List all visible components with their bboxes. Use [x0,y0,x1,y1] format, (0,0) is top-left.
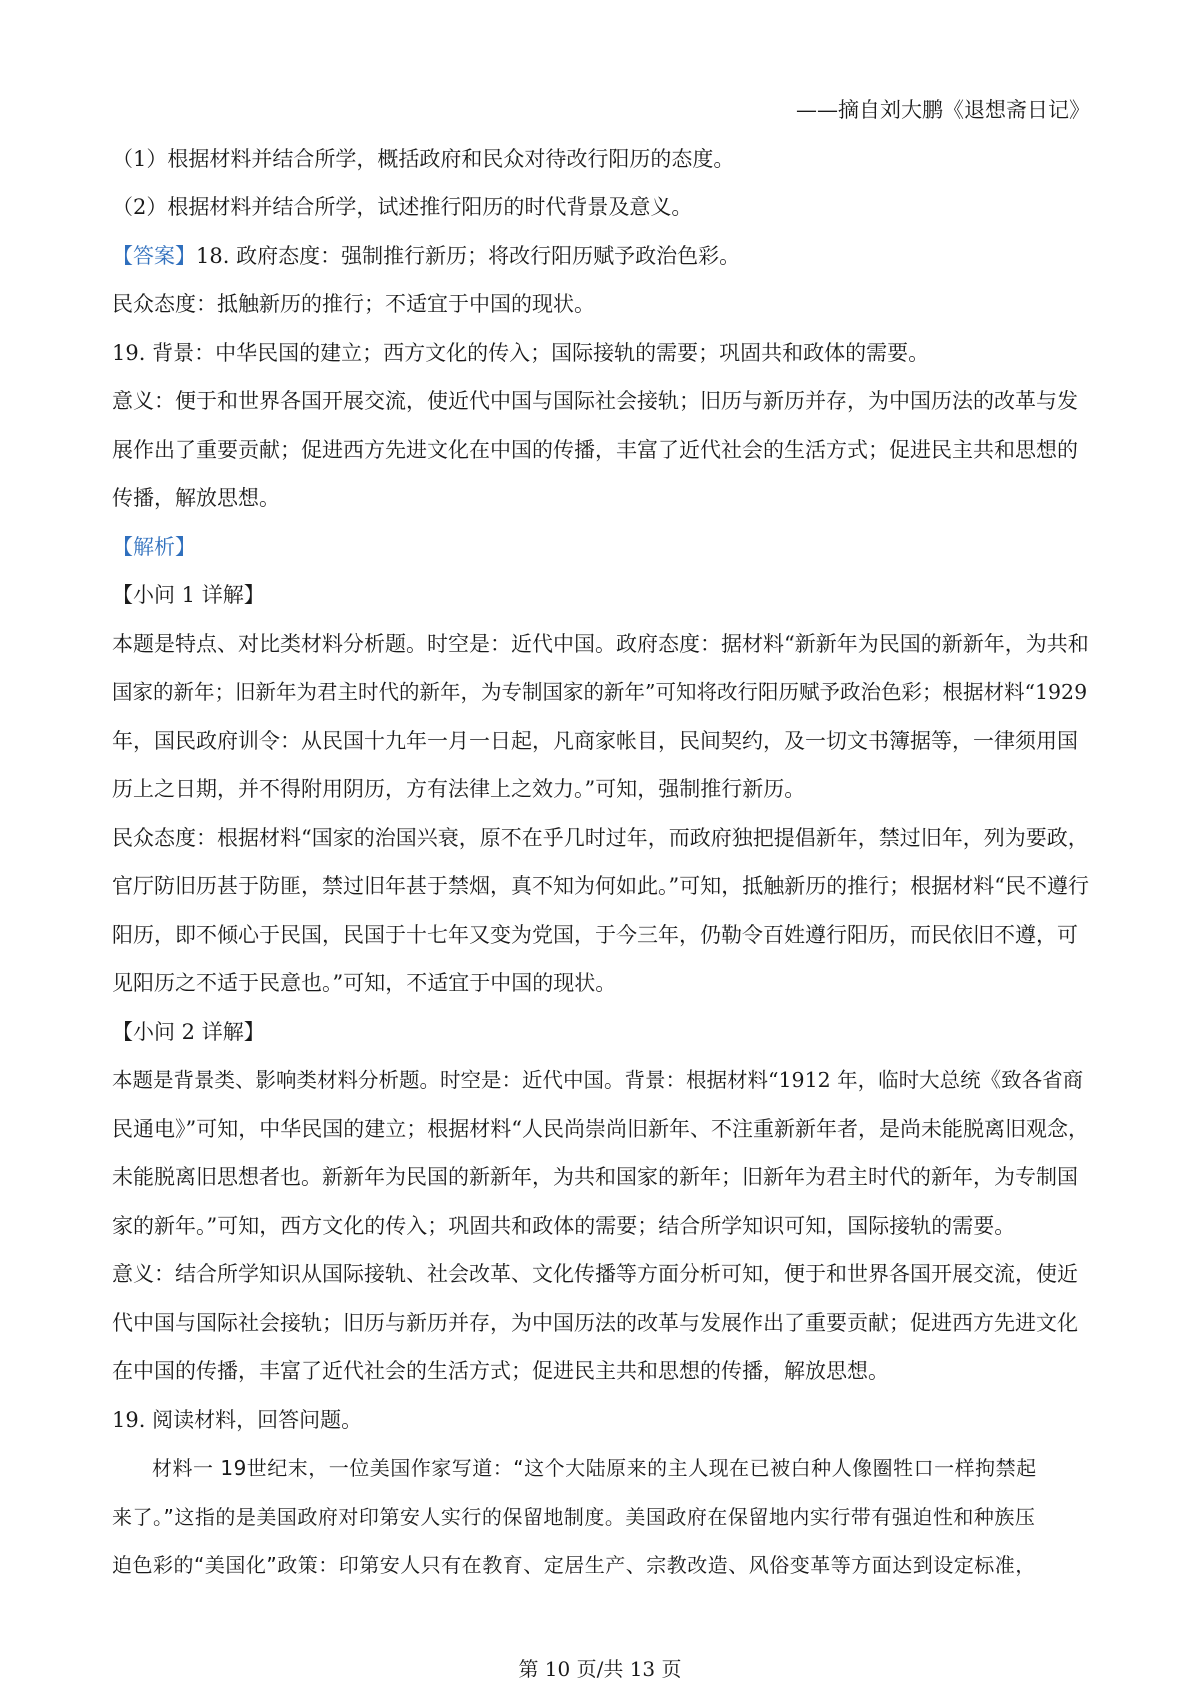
next-question-title: 19. 阅读材料，回答问题。 [112,1407,363,1432]
answer-line-1 [112,232,1090,281]
answer-tag: 【答案】 [112,243,196,268]
q2-line-2: 民通电》”可知，中华民国的建立；根据材料“人民尚崇尚旧新年、不注重新新年者，是尚未能脱离旧观念， [112,1116,1089,1141]
analysis-tag: 【解析】 [112,534,196,559]
q1-heading: 【小问 1 详解】 [112,583,265,607]
q2-line-4: 家的新年。”可知，西方文化的传入；巩固共和政体的需要；结合所学知识可知，国际接轨的需要。 [112,1213,1016,1238]
q1-line-6: 官厅防旧历甚于防匪，禁过旧年甚于禁烟，真不知为何如此。”可知，抵触新历的推行；根据材料“民不遵行 [112,874,1089,898]
q1-line-2: 国家的新年；旧新年为君主时代的新年，为专制国家的新年”可知将改行阳历赋予政治色彩；根据材料“1929 [112,680,1088,704]
q1-line-7: 阳历，即不倾心于民国，民国于十七年又变为党国，于今三年，仍勒令百姓遵行阳历，而民依旧不遵，可 [112,922,1078,947]
source-citation: ——摘自刘大鹏《退想斋日记》 [796,98,1090,122]
q1-line-4: 历上之日期，并不得附用阴历，方有法律上之效力。”可知，强制推行新历。 [112,777,806,801]
page-content [112,92,1090,1590]
material-line-3: 迫色彩的“美国化”政策：印第安人只有在教育、定居生产、宗教改造、风俗变革等方面达到设定标准， [112,1553,1036,1577]
answer-line-6: 传播，解放思想。 [112,486,280,510]
answer-line-3: 19. 背景：中华民国的建立；西方文化的传入；国际接轨的需要；巩固共和政体的需要。 [112,340,930,365]
material-line-2: 来了。”这指的是美国政府对印第安人实行的保留地制度。美国政府在保留地内实行带有强迫性和种族压 [112,1504,1036,1529]
answer-line-4: 意义：便于和世界各国开展交流，使近代中国与国际社会接轨；旧历与新历并存，为中国历法的改革与发 [112,389,1078,413]
question-2: （2）根据材料并结合所学，试述推行阳历的时代背景及意义。 [112,195,693,219]
q2-heading: 【小问 2 详解】 [112,1019,265,1044]
page-number-footer: 第 10 页/共 13 页 [518,1657,682,1681]
q2-line-6: 代中国与国际社会接轨；旧历与新历并存，为中国历法的改革与发展作出了重要贡献；促进西方先进文化 [112,1310,1078,1335]
material-line-1: 材料一 19世纪末，一位美国作家写道：“这个大陆原来的主人现在已被白种人像圈牲口一样拘禁起 [152,1456,1037,1480]
q1-line-3: 年，国民政府训令：从民国十九年一月一日起，凡商家帐目，民间契约，及一切文书簿据等，一律须用国 [112,728,1078,753]
answer-line-5: 展作出了重要贡献；促进西方先进文化在中国的传播，丰富了近代社会的生活方式；促进民主共和思想的 [112,437,1078,462]
question-1: （1）根据材料并结合所学，概括政府和民众对待改行阳历的态度。 [112,146,735,171]
answer-line-2: 民众态度：抵触新历的推行；不适宜于中国的现状。 [112,292,595,316]
q2-line-3: 未能脱离旧思想者也。新新年为民国的新新年，为共和国家的新年；旧新年为君主时代的新年，为专制国 [112,1165,1078,1189]
q1-line-5: 民众态度：根据材料“国家的治国兴衰，原不在乎几时过年，而政府独把提倡新年，禁过旧年，列为要政， [112,825,1089,850]
q1-line-1: 本题是特点、对比类材料分析题。时空是：近代中国。政府态度：据材料“新新年为民国的新新年，为共和 [112,631,1089,656]
q1-line-8: 见阳历之不适于民意也。”可知，不适宜于中国的现状。 [112,971,617,995]
q2-line-7: 在中国的传播，丰富了近代社会的生活方式；促进民主共和思想的传播，解放思想。 [112,1359,889,1383]
answer-text-1: 18. 政府态度：强制推行新历；将改行阳历赋予政治色彩。 [196,243,741,268]
q2-line-1: 本题是背景类、影响类材料分析题。时空是：近代中国。背景：根据材料“1912 年，临时大总统《致各省商 [112,1068,1084,1092]
q2-line-5: 意义：结合所学知识从国际接轨、社会改革、文化传播等方面分析可知，便于和世界各国开展交流，使近 [112,1262,1078,1286]
